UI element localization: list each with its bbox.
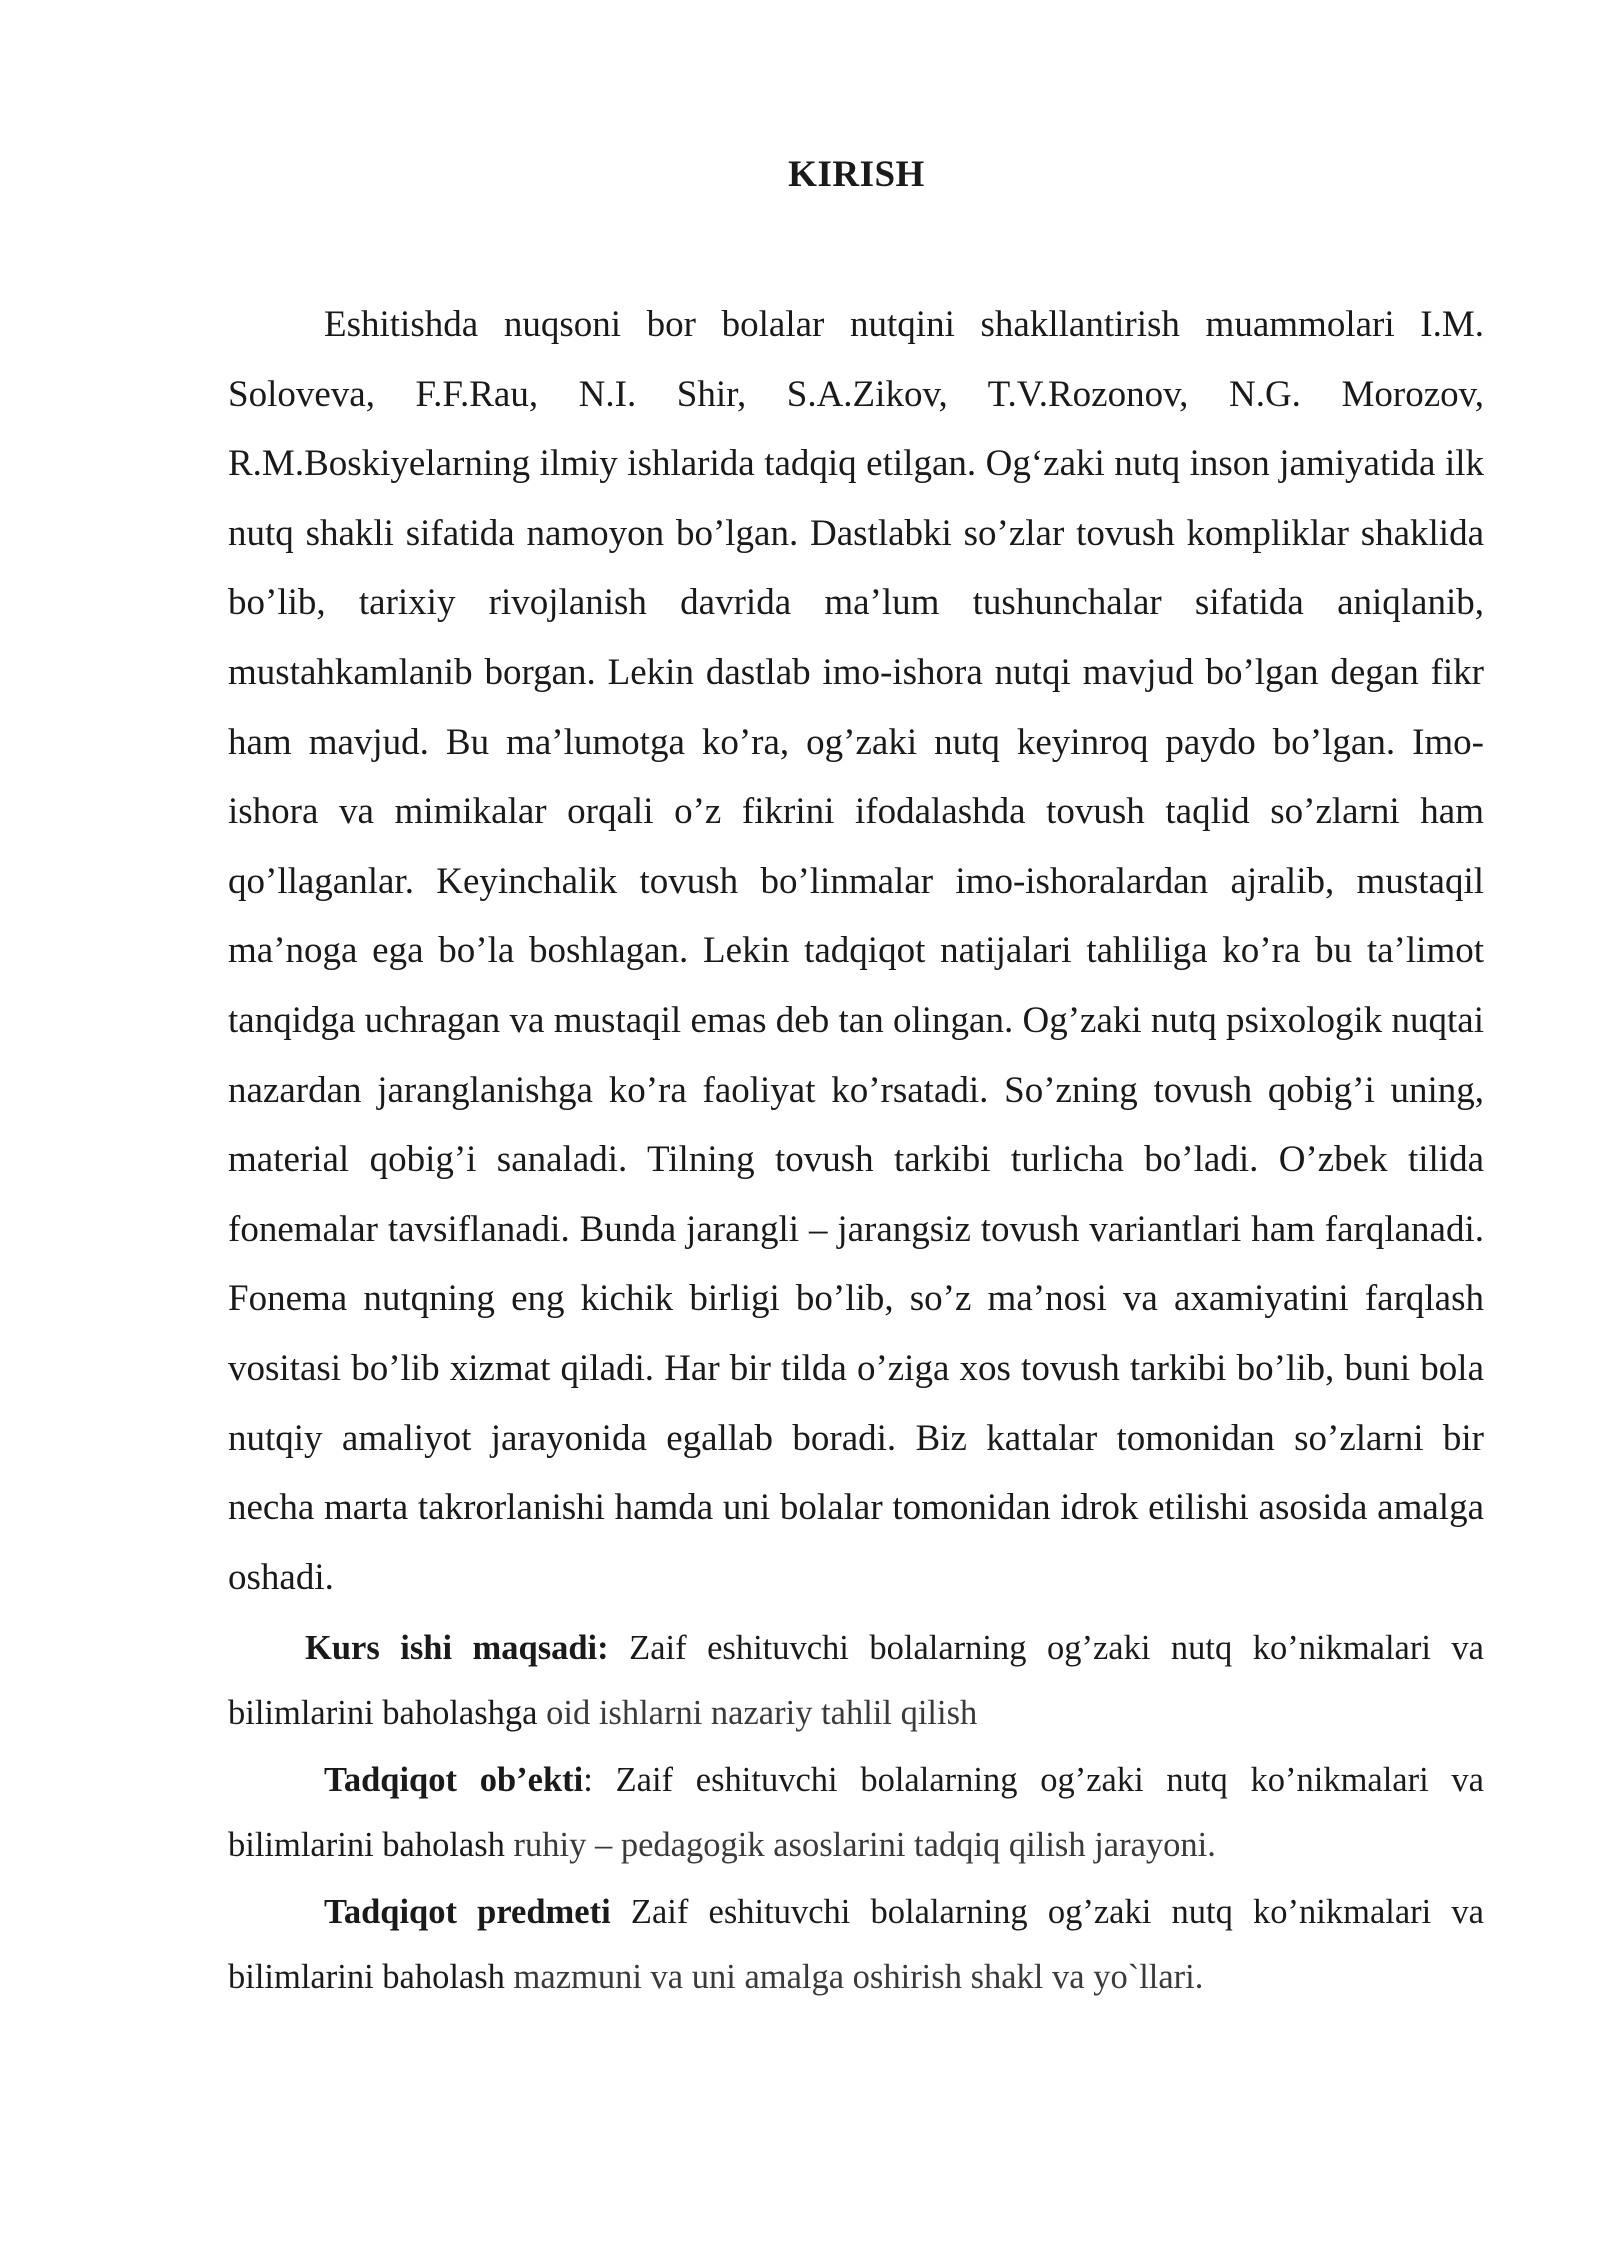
- intro-paragraph: Eshitishda nuqsoni bor bolalar nutqini shakllantirish muammolari I.M. Soloveva, F.F.Rau, N.I. Shir, S.A.Zikov, T.V.Rozonov, N.G. Morozov, R.M.Boskiyelarning ilmiy ishlarida tadqiq etilgan. Og‘zaki nutq inson jamiyatida ilk nutq shakli sifatida namoyon bo’lgan. Dastlabki so’zlar tovush kompliklar shaklida bo’lib, tarixiy rivojlanish davrida ma’lum tushunchalar sifatida aniqlanib, mustahkamlanib borgan. Lekin dastlab imo-ishora nutqi mavjud bo’lgan degan fikr ham mavjud. Bu ma’lumotga ko’ra, og’zaki nutq keyinroq paydo bo’lgan. Imo-ishora va mimikalar orqali o’z fikrini ifodalashda tovush taqlid so’zlarni ham qo’llaganlar. Keyinchalik tovush bo’linmalar imo-ishoralardan ajralib, mustaqil ma’noga ega bo’la boshlagan. Lekin tadqiqot natijalari tahliliga ko’ra bu ta’limot tanqidga uchragan va mustaqil emas deb tan olingan. Og’zaki nutq psixologik nuqtai nazardan jaranglanishga ko’ra faoliyat ko’rsatadi. So’zning tovush qobig’i uning, material qobig’i sanaladi. Tilning tovush tarkibi turlicha bo’ladi. O’zbek tilida fonemalar tavsiflanadi. Bunda jarangli – jarangsiz tovush variantlari ham farqlanadi. Fonema nutqning eng kichik birligi bo’lib, so’z ma’nosi va axamiyatini farqlash vositasi bo’lib xizmat qiladi. Har bir tilda o’ziga xos tovush tarkibi bo’lib, buni bola nutqiy amaliyot jarayonida egallab boradi. Biz kattalar tomonidan so’zlarni bir necha marta takrorlanishi hamda uni bolalar tomonidan idrok etilishi asosida amalga oshadi.: [228, 304, 1484, 1598]
- course-goal-text: Zaif eshituvchi bolalarning og’zaki nutq ko’nikmalari va bilimlarini baholashga: [228, 1629, 1484, 1732]
- document-body: [228, 290, 1484, 2009]
- page-title: KIRISH: [788, 154, 925, 195]
- course-goal-paragraph: [228, 1616, 1484, 1745]
- course-goal-label: Kurs ishi maqsadi:: [305, 1629, 609, 1668]
- research-subject-label: Tadqiqot predmeti: [324, 1893, 611, 1932]
- research-subject-paragraph: [228, 1880, 1484, 2009]
- research-subject-text: Zaif eshituvchi bolalarning og’zaki nutq ko’nikmalari va bilimlarini baholash: [228, 1893, 1484, 1996]
- research-object-paragraph: [228, 1748, 1484, 1877]
- research-object-text-tail: ruhiy – pedagogik asoslarini tadqiq qilish jarayoni.: [504, 1825, 1216, 1864]
- research-object-label: Tadqiqot ob’ekti: [324, 1761, 584, 1800]
- course-goal-text-tail: oid ishlarni nazariy tahlil qilish: [537, 1693, 978, 1732]
- research-subject-text-tail: mazmuni va uni amalga oshirish shakl va yo`llari.: [504, 1957, 1204, 1996]
- research-object-text: : Zaif eshituvchi bolalarning og’zaki nutq ko’nikmalari va bilimlarini baholash: [228, 1761, 1484, 1864]
